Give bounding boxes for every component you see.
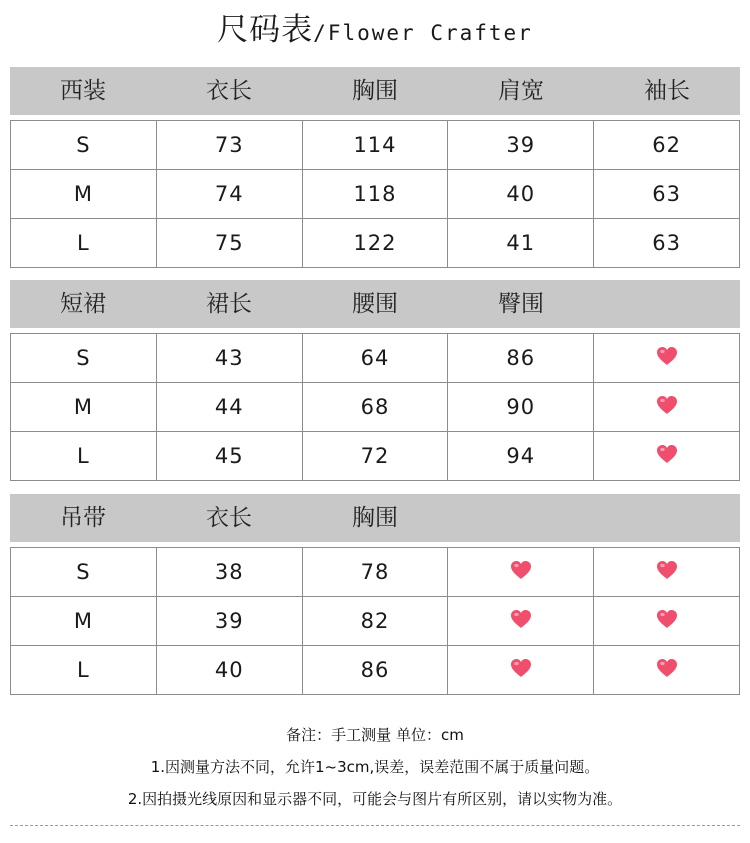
heart-icon <box>510 658 532 683</box>
header-cell <box>594 494 740 542</box>
measurement-value: 90 <box>448 383 594 432</box>
measurement-value: 62 <box>594 121 740 170</box>
measurement-value: 39 <box>157 597 303 646</box>
divider <box>10 825 740 826</box>
measurement-value: 82 <box>303 597 449 646</box>
size-label: S <box>11 548 157 597</box>
header-cell: 短裙 <box>60 291 106 317</box>
measurement-value: 86 <box>448 334 594 383</box>
size-table-2 <box>10 494 740 695</box>
table-header <box>10 494 740 542</box>
measurement-value: 86 <box>303 646 449 695</box>
heart-cell <box>594 548 740 597</box>
table-header <box>10 280 740 328</box>
measurement-value: 63 <box>594 219 740 268</box>
measurement-value: 41 <box>448 219 594 268</box>
header-cell: 肩宽 <box>498 78 544 104</box>
header-cell: 裙长 <box>206 291 252 317</box>
header-cell: 胸围 <box>352 78 398 104</box>
heart-cell <box>594 334 740 383</box>
measurement-value: 39 <box>448 121 594 170</box>
note-line-0: 备注：手工测量 单位：cm <box>286 726 464 744</box>
measurement-value: 75 <box>157 219 303 268</box>
measurement-value: 94 <box>448 432 594 481</box>
heart-icon <box>656 658 678 683</box>
size-label: M <box>11 170 157 219</box>
header-cell: 袖长 <box>644 78 690 104</box>
measurement-value: 74 <box>157 170 303 219</box>
header-cell: 吊带 <box>60 505 106 531</box>
measurement-value: 118 <box>303 170 449 219</box>
title-sub: /Flower Crafter <box>313 21 533 45</box>
measurement-value: 44 <box>157 383 303 432</box>
note-line-2: 2.因拍摄光线原因和显示器不同，可能会与图片有所区别，请以实物为准。 <box>127 790 623 808</box>
heart-cell <box>594 597 740 646</box>
size-table-0 <box>10 67 740 268</box>
page-title <box>0 8 750 55</box>
measurement-value: 72 <box>303 432 449 481</box>
header-cell: 臀围 <box>498 291 544 317</box>
table-header <box>10 67 740 115</box>
table-body <box>10 333 740 481</box>
measurement-value: 45 <box>157 432 303 481</box>
heart-icon <box>656 346 678 371</box>
size-label: S <box>11 121 157 170</box>
measurement-value: 40 <box>157 646 303 695</box>
heart-icon <box>656 560 678 585</box>
measurement-value: 73 <box>157 121 303 170</box>
heart-icon <box>656 444 678 469</box>
header-cell: 衣长 <box>206 505 252 531</box>
measurement-value: 40 <box>448 170 594 219</box>
notes <box>0 719 750 815</box>
measurement-value: 38 <box>157 548 303 597</box>
header-cell <box>594 280 740 328</box>
heart-cell <box>594 646 740 695</box>
note-line-1: 1.因测量方法不同，允许1~3cm,误差，误差范围不属于质量问题。 <box>150 758 600 776</box>
heart-cell <box>594 432 740 481</box>
measurement-value: 64 <box>303 334 449 383</box>
heart-icon <box>656 395 678 420</box>
size-label: L <box>11 219 157 268</box>
size-label: L <box>11 646 157 695</box>
heart-icon <box>510 609 532 634</box>
table-body <box>10 547 740 695</box>
heart-cell <box>448 548 594 597</box>
header-cell: 西装 <box>60 78 106 104</box>
measurement-value: 114 <box>303 121 449 170</box>
measurement-value: 63 <box>594 170 740 219</box>
header-cell <box>448 494 594 542</box>
heart-cell <box>448 597 594 646</box>
title-main: 尺码表 <box>217 12 314 48</box>
measurement-value: 122 <box>303 219 449 268</box>
size-label: M <box>11 597 157 646</box>
heart-icon <box>510 560 532 585</box>
size-label: S <box>11 334 157 383</box>
heart-cell <box>594 383 740 432</box>
header-cell: 衣长 <box>206 78 252 104</box>
size-label: L <box>11 432 157 481</box>
heart-cell <box>448 646 594 695</box>
measurement-value: 43 <box>157 334 303 383</box>
size-label: M <box>11 383 157 432</box>
table-body <box>10 120 740 268</box>
size-table-1 <box>10 280 740 481</box>
header-cell: 腰围 <box>352 291 398 317</box>
heart-icon <box>656 609 678 634</box>
measurement-value: 78 <box>303 548 449 597</box>
header-cell: 胸围 <box>352 505 398 531</box>
measurement-value: 68 <box>303 383 449 432</box>
